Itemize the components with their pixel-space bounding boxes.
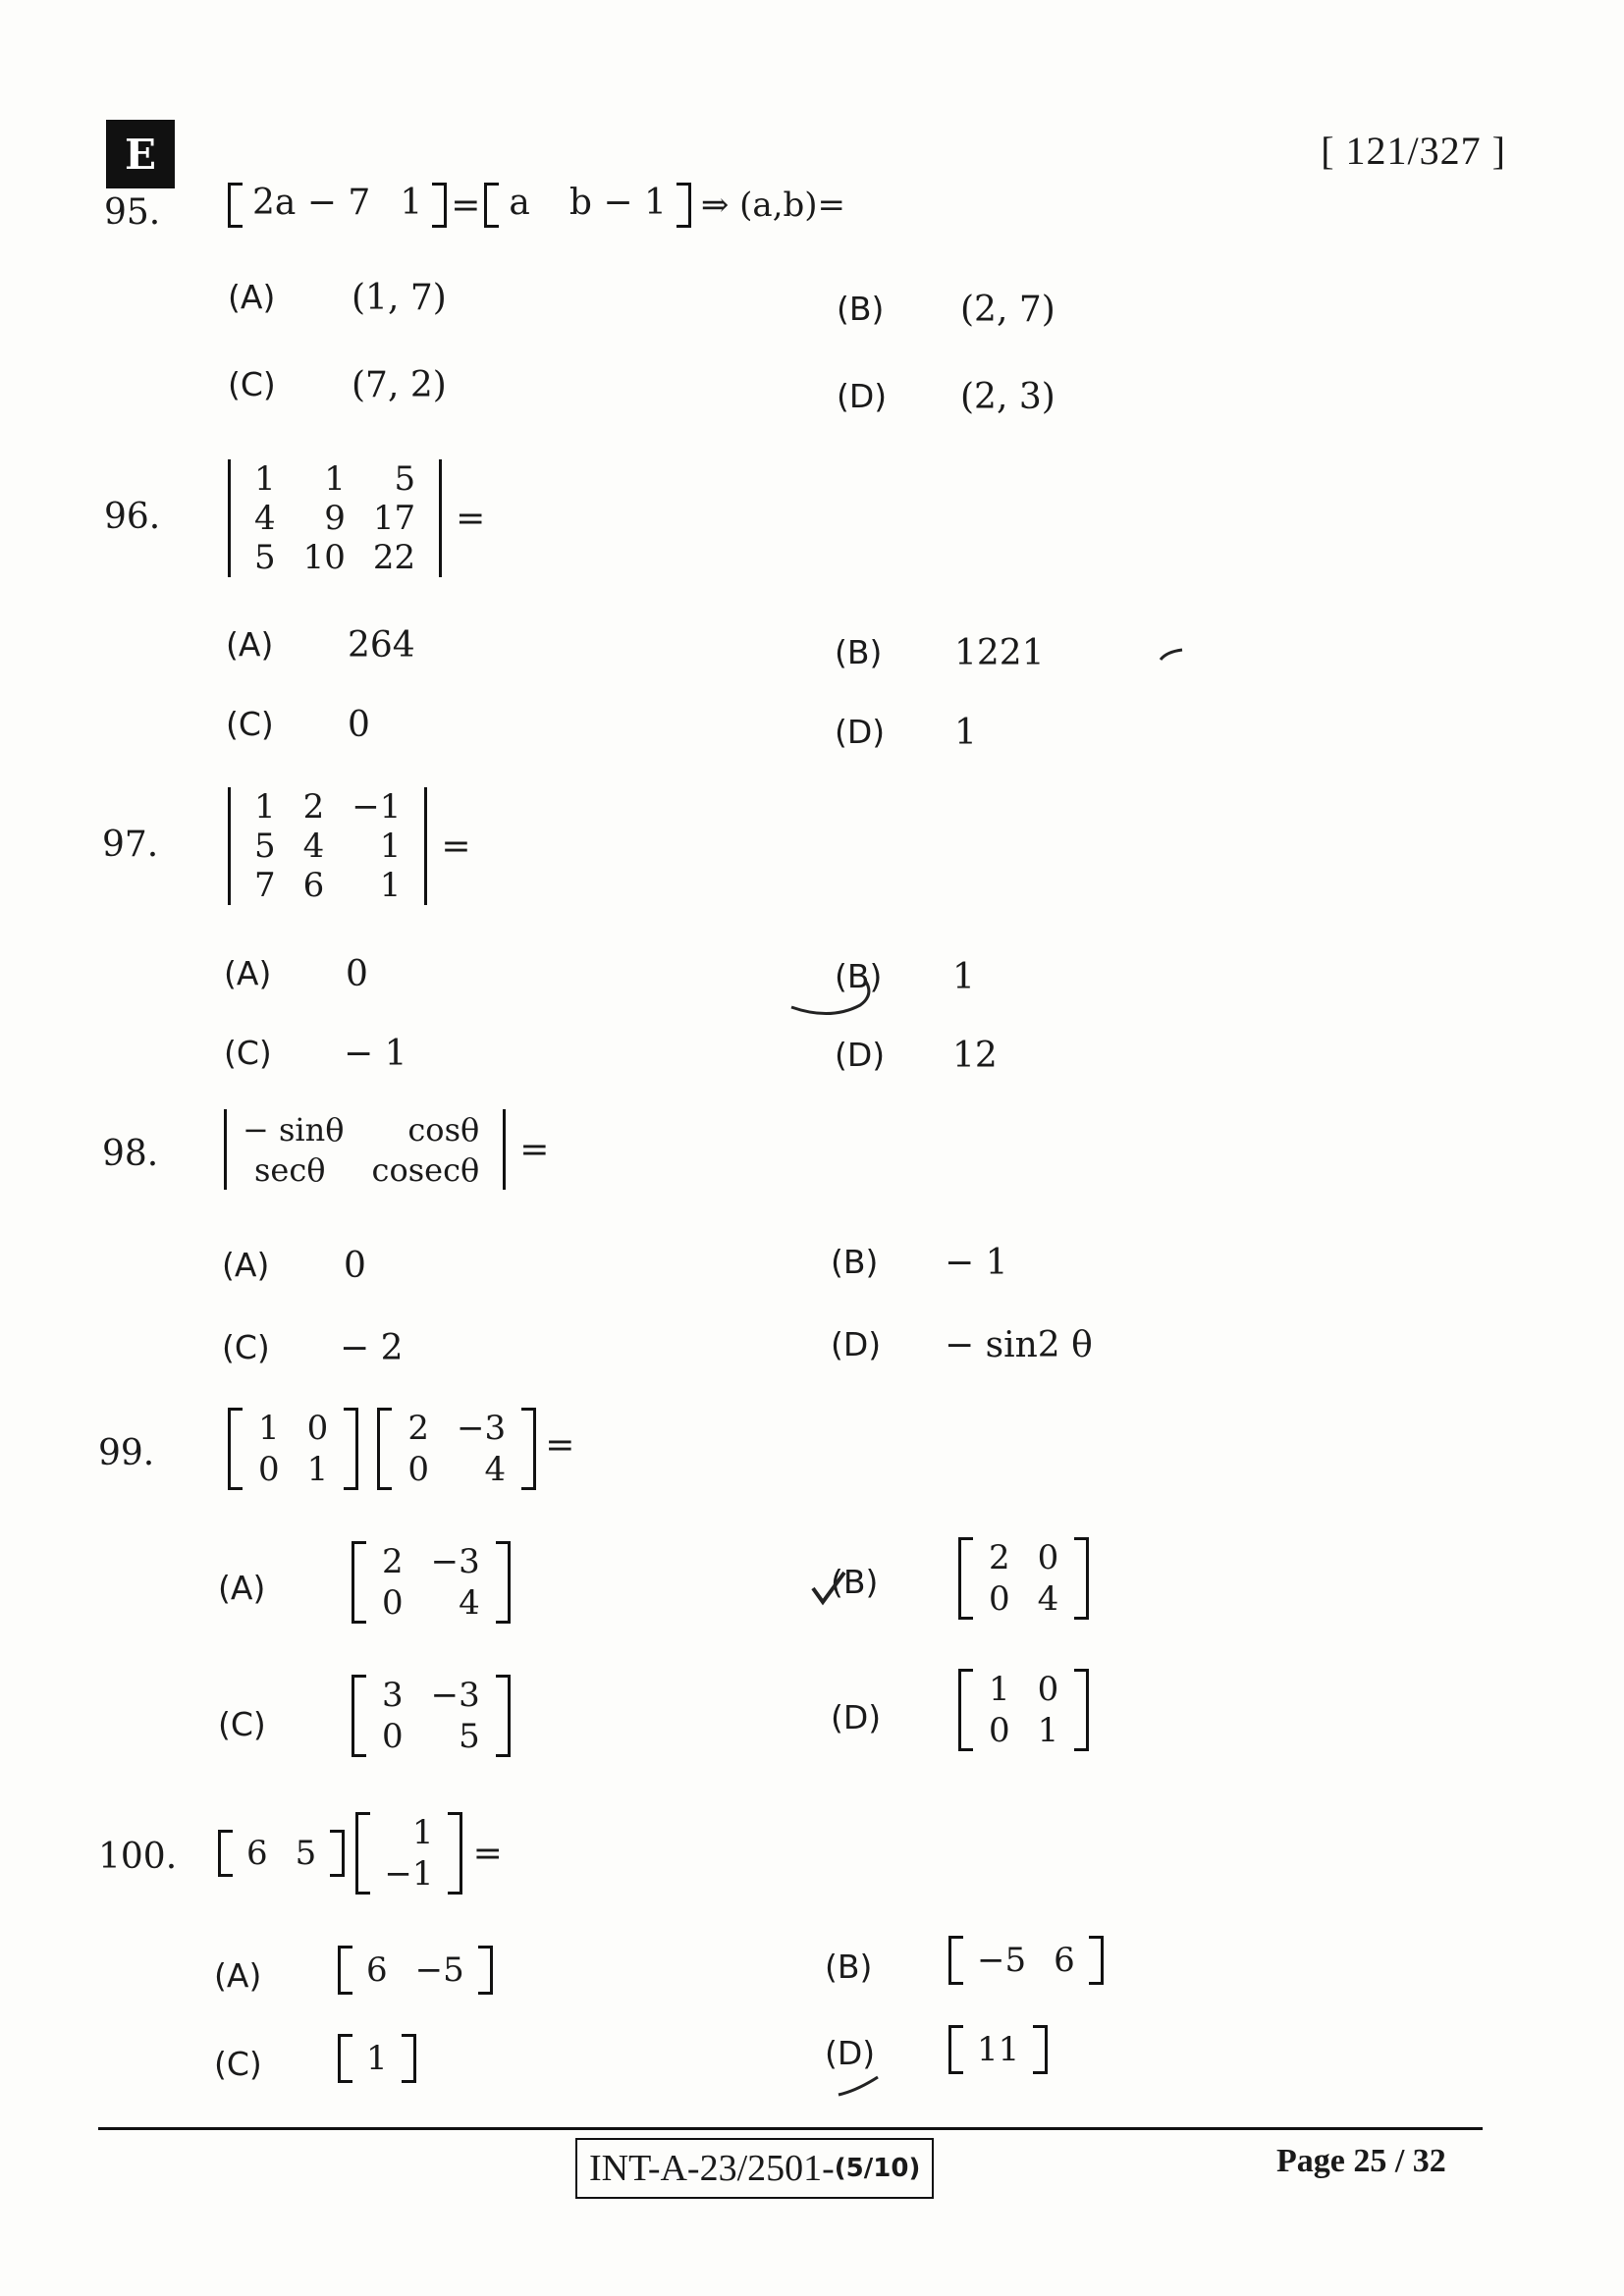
option-c-label: (C) <box>224 1034 272 1072</box>
option-c-value: − 2 <box>340 1328 404 1368</box>
question-expression: 2a − 7 1 = a b − 1 ⇒ (a,b)= <box>228 183 845 228</box>
option-a-matrix: 2 −3 0 4 <box>352 1541 511 1628</box>
option-c-value: 0 <box>348 705 370 745</box>
option-b-label: (B) <box>825 1948 873 1986</box>
option-a-label: (A) <box>218 1569 266 1607</box>
option-c-value: − 1 <box>344 1034 407 1074</box>
question-number: 96. <box>104 497 161 537</box>
option-b-matrix: 2 0 0 4 <box>958 1537 1089 1624</box>
option-b-label: (B) <box>831 1563 879 1601</box>
option-c-label: (C) <box>214 2045 262 2083</box>
question-number: 100. <box>98 1837 178 1877</box>
option-a-label: (A) <box>226 625 274 664</box>
option-c-row: 1 <box>338 2034 416 2087</box>
option-a-value: (1, 7) <box>352 278 447 318</box>
set-badge: E <box>106 120 175 188</box>
option-d-label: (D) <box>835 713 886 751</box>
option-b-value: (2, 7) <box>960 290 1056 330</box>
option-b-label: (B) <box>837 290 885 328</box>
option-d-label: (D) <box>825 2034 876 2072</box>
question-number: 97. <box>102 825 159 865</box>
page-number: Page 25 / 32 <box>1276 2143 1446 2179</box>
option-a-label: (A) <box>228 278 276 316</box>
question-number: 98. <box>102 1134 159 1174</box>
option-d-value: 1 <box>954 713 977 753</box>
option-b-value: 1221 <box>954 633 1045 673</box>
determinant: − sinθ cosθ secθ cosecθ = <box>224 1109 549 1194</box>
option-a-value: 0 <box>344 1246 366 1286</box>
option-b-label: (B) <box>831 1243 879 1281</box>
option-b-label: (B) <box>835 633 883 671</box>
option-a-label: (A) <box>222 1246 270 1284</box>
option-c-label: (C) <box>226 705 274 743</box>
determinant: 1 1 5 4 9 17 5 10 22 = <box>228 459 485 581</box>
option-d-value: (2, 3) <box>960 377 1056 417</box>
pen-tick-mark <box>1161 650 1182 660</box>
option-b-label: (B) <box>835 957 883 995</box>
matrix-product: 6 5 1 −1 = <box>218 1812 503 1898</box>
pen-circle-mark <box>791 982 869 1014</box>
paper-code: INT-A-23/2501- (5/10) <box>575 2138 934 2199</box>
pen-check-mark <box>813 1573 844 1602</box>
option-a-label: (A) <box>214 1956 262 1995</box>
option-c-value: (7, 2) <box>352 365 447 405</box>
option-c-label: (C) <box>228 365 276 403</box>
option-d-value: − sin2 θ <box>945 1325 1093 1365</box>
option-b-value: 1 <box>952 957 975 997</box>
option-b-row: −5 6 <box>948 1936 1104 1989</box>
option-d-value: 12 <box>952 1036 998 1076</box>
reference-number: [ 121/327 ] <box>1321 129 1506 173</box>
option-a-value: 0 <box>346 954 368 994</box>
option-d-matrix: 1 0 0 1 <box>958 1669 1089 1755</box>
option-d-label: (D) <box>835 1036 886 1074</box>
option-c-label: (C) <box>222 1328 270 1366</box>
option-b-value: − 1 <box>945 1243 1008 1283</box>
option-d-label: (D) <box>831 1325 882 1363</box>
option-d-label: (D) <box>831 1698 882 1736</box>
option-a-value: 264 <box>348 625 415 666</box>
option-c-matrix: 3 −3 0 5 <box>352 1675 511 1761</box>
question-number: 95. <box>104 192 161 233</box>
option-c-label: (C) <box>218 1705 266 1743</box>
matrix-product: 1 0 0 1 2 −3 0 4 = <box>228 1408 574 1494</box>
option-a-row: 6 −5 <box>338 1946 493 1999</box>
footer-rule <box>98 2127 1483 2130</box>
pen-underline-mark <box>839 2077 878 2095</box>
question-number: 99. <box>98 1433 155 1473</box>
option-d-label: (D) <box>837 377 888 415</box>
option-a-label: (A) <box>224 954 272 992</box>
determinant: 1 2 −1 5 4 1 7 6 1 = <box>228 787 471 909</box>
option-d-row: 11 <box>948 2025 1048 2078</box>
